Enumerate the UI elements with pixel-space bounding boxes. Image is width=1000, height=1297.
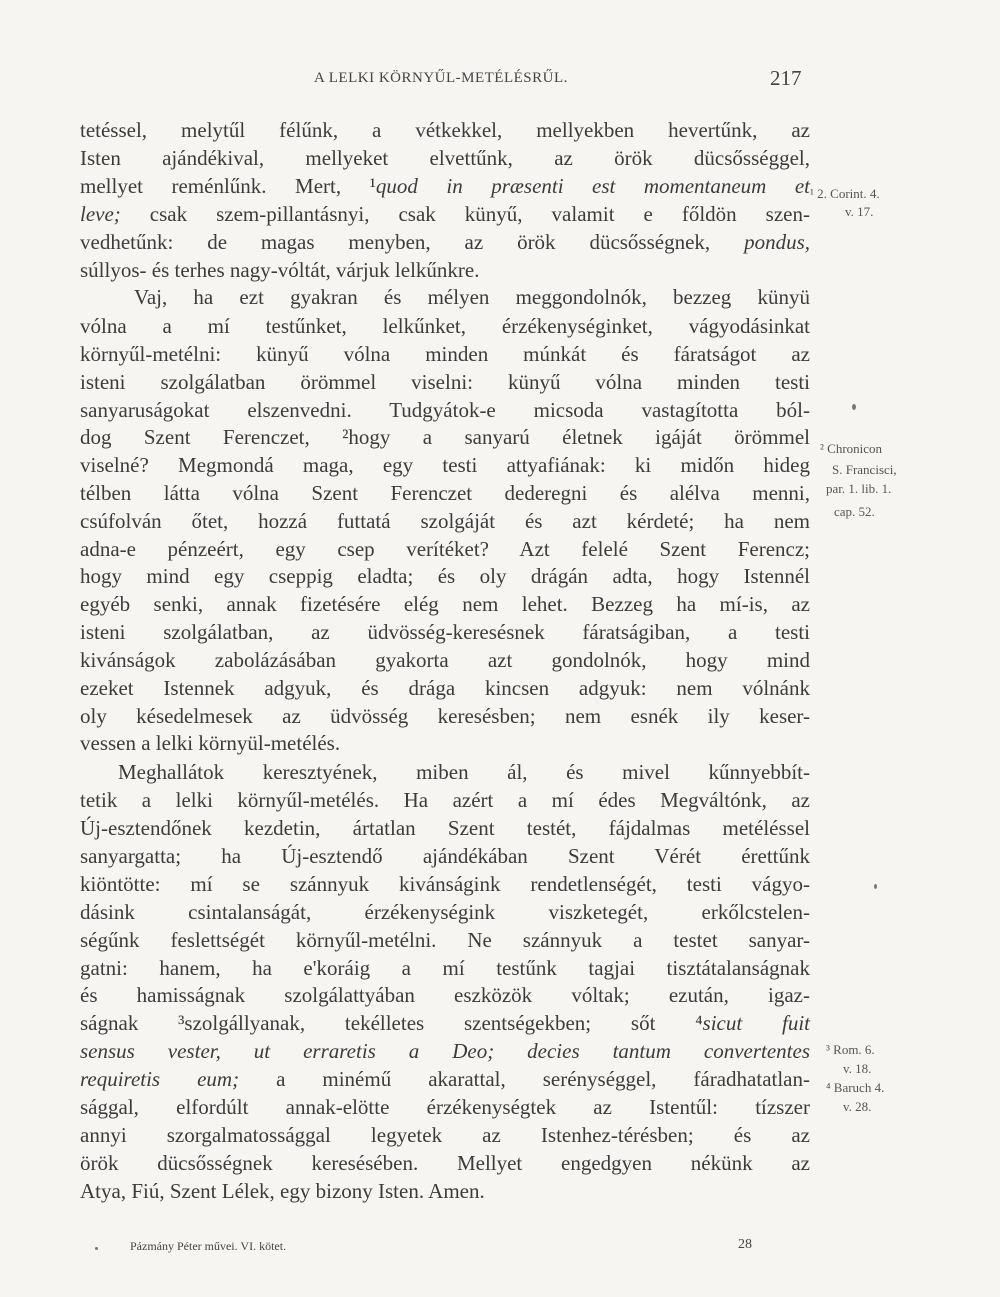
margin-note: v. 18. (843, 1061, 872, 1076)
margin-note: S. Francisci, (832, 462, 897, 477)
text-line: télben látta vólna Szent Ferenczet dederegni és alélva menni, (80, 481, 810, 505)
text-line: oly késedelmesek az üdvösség keresésben; nem esnék ily keser- (80, 704, 810, 728)
text-line: tetik a lelki környűl-metélés. Ha azért a mí édes Megváltónk, az (80, 788, 810, 812)
footer-signature: 28 (738, 1237, 752, 1252)
text-line: vedhetűnk: de magas menyben, az örök dücsősségnek, pondus, (80, 230, 810, 254)
margin-note: ¹ 2. Corint. 4. (810, 186, 880, 201)
text-line: kivánságok zabolázásában gyakorta azt gondolnók, hogy mind (80, 648, 810, 672)
text-line: adna-e pénzeért, egy csep verítéket? Azt felelé Szent Ferencz; (80, 537, 810, 561)
running-head: A LELKI KÖRNYŰL-METÉLÉSRŰL. (314, 70, 568, 86)
text-line: requiretis eum; a minémű akarattal, serénységgel, fáradhatatlan- (80, 1067, 810, 1091)
text-line: Új-esztendőnek kezdetin, ártatlan Szent testét, fájdalmas metéléssel (80, 816, 810, 840)
text-line: ezeket Istennek adgyuk, és drága kincsen adgyuk: nem vólnánk (80, 676, 810, 700)
text-line: Meghallátok keresztyének, miben ál, és mivel kűnnyebbít- (118, 760, 810, 784)
text-line: egyéb senki, annak fizetésére elég nem lehet. Bezzeg ha mí-is, az (80, 592, 810, 616)
text-line: vessen a lelki környül-metélés. (80, 731, 341, 755)
text-line: sanyaruságokat elszenvedni. Tudgyátok-e micsoda vastagította ból- (80, 398, 810, 422)
margin-note: ² Chronicon (820, 441, 883, 456)
margin-note: ⁴ Baruch 4. (826, 1080, 885, 1095)
text-line: Atya, Fiú, Szent Lélek, egy bizony Isten. Amen. (80, 1179, 485, 1203)
text-line: ságnak ³szolgállyanak, tekélletes szentségekben; sőt ⁴sicut fuit (80, 1011, 810, 1035)
text-line: isteni szolgálatban örömmel viselni: künyű vólna minden testi (80, 370, 810, 394)
margin-note: par. 1. lib. 1. (826, 481, 892, 496)
margin-note: cap. 52. (834, 504, 875, 519)
text-line: környűl-metélni: künyű vólna minden múnkát és fáratságot az (80, 342, 810, 366)
text-line: Vaj, ha ezt gyakran és mélyen meggondolnók, bezzeg künyü (134, 285, 810, 309)
text-line: dásink csintalanságát, érzékenységink viszketegét, erkőlcstelen- (80, 900, 810, 924)
text-line: isteni szolgálatban, az üdvösség-keresésnek fáratságiban, a testi (80, 620, 810, 644)
text-line: Isten ajándékival, mellyeket elvettűnk, az örök dücsősséggel, (80, 146, 810, 170)
text-line: súllyos- és terhes nagy-vóltát, várjuk lelkűnkre. (80, 258, 480, 282)
ink-speck (852, 404, 856, 410)
text-line: kiöntötte: mí se szánnyuk kivánságink rendetlenségét, testi vágyo- (80, 872, 810, 896)
footer-volume-note: Pázmány Péter művei. VI. kötet. (130, 1239, 287, 1253)
text-line: ségűnk feslettségét környűl-metélni. Ne szánnyuk a testet sanyar- (80, 928, 810, 952)
text-line: hogy mind egy cseppig eladta; és oly drágán adta, hogy Istennél (80, 564, 810, 588)
text-line: dog Szent Ferenczet, ²hogy a sanyarú életnek igáját örömmel (80, 425, 810, 449)
text-line: mellyet reménlűnk. Mert, ¹quod in præsenti est momentaneum et (80, 174, 810, 198)
text-line: viselné? Megmondá maga, egy testi attyafiának: ki midőn hideg (80, 453, 810, 477)
text-line: sensus vester, ut erraretis a Deo; decies tantum convertentes (80, 1039, 810, 1063)
ink-speck (874, 884, 877, 889)
text-line: leve; csak szem-pillantásnyi, csak künyű, valamit e főldön szen- (80, 202, 810, 226)
text-line: tetéssel, melytűl félűnk, a vétkekkel, mellyekben hevertűnk, az (80, 118, 810, 142)
text-line: sanyargatta; ha Új-esztendő ajándékában Szent Vérét érettűnk (80, 844, 810, 868)
margin-note: v. 28. (843, 1099, 872, 1114)
text-line: vólna a mí testűnket, lelkűnket, érzékenységinket, vágyodásinkat (80, 314, 810, 338)
text-line: annyi szorgalmatossággal legyetek az Istenhez-térésben; és az (80, 1123, 810, 1147)
text-line: csúfolván őtet, hozzá futtatá szolgáját és azt kérdeté; ha nem (80, 509, 810, 533)
text-line: sággal, elfordúlt annak-elötte érzékenységtek az Istentűl: tízszer (80, 1095, 810, 1119)
ink-speck (95, 1247, 98, 1250)
margin-note: v. 17. (845, 204, 874, 219)
text-line: gatni: hanem, ha e'koráig a mí testűnk tagjai tisztátalanságnak (80, 956, 810, 980)
text-line: és hamisságnak szolgálattyában eszközök vóltak; ezután, igaz- (80, 983, 810, 1007)
page-number: 217 (770, 66, 802, 90)
text-line: örök dücsősségnek keresésében. Mellyet engedgyen nékünk az (80, 1151, 810, 1175)
margin-note: ³ Rom. 6. (826, 1042, 875, 1057)
